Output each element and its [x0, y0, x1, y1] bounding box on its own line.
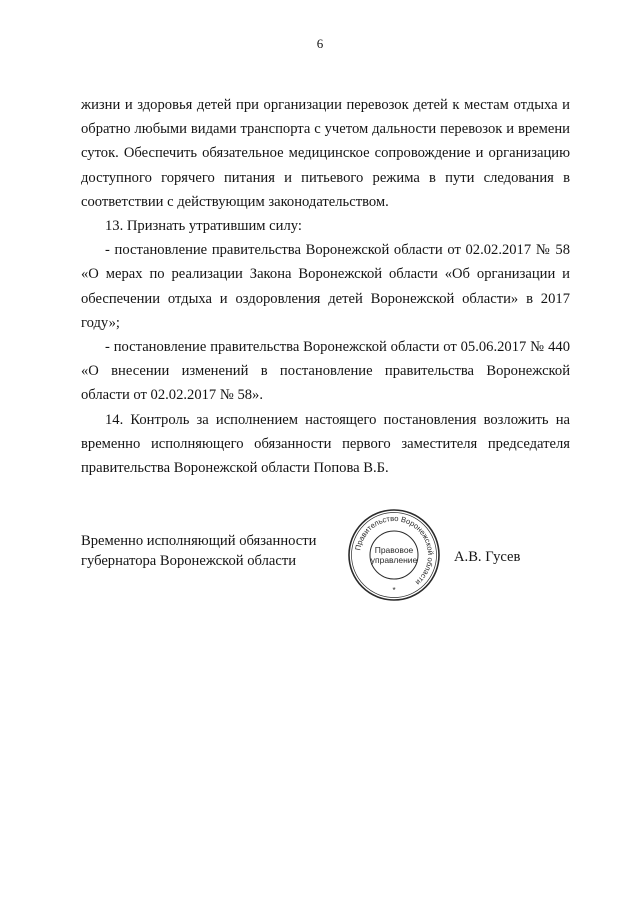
stamp-center-line1: Правовое	[374, 545, 414, 555]
page-number: 6	[316, 36, 324, 51]
paragraph-continuation: жизни и здоровья детей при организации перевозок детей к местам отдыха и обратно любыми видами транспорта с учетом дальности перевозок и времени суток. Обеспечить обязательное медицинское сопровождение и организацию доступного горячего питания и питьевого режима в пути следования в соответствии с действующим законодательством.	[81, 97, 570, 210]
stamp-center-line2: управление	[370, 555, 418, 565]
paragraph-repealed-decree-440: - постановление правительства Воронежской области от 05.06.2017 № 440 «О внесении изменений в постановление правительства Воронежской области от 02.02.2017 № 58».	[81, 339, 570, 404]
paragraph-repealed-decree-58: - постановление правительства Воронежской области от 02.02.2017 № 58 «О мерах по реализации Закона Воронежской области «Об организации и обеспечении отдыха и оздоровления детей Воронежской области» в 2017 году»;	[81, 242, 570, 331]
stamp-graphic	[346, 507, 442, 603]
signature-title-line1: Временно исполняющий обязанности	[81, 533, 317, 549]
stamp-star: *	[392, 586, 396, 595]
document-body	[81, 93, 570, 480]
legal-department-stamp	[346, 507, 442, 603]
signature-title	[81, 531, 316, 571]
signatory-name: А.В. Гусев	[454, 549, 521, 565]
paragraph-item-14: 14. Контроль за исполнением настоящего постановления возложить на временно исполняющего обязанности первого заместителя председателя правительства Воронежской области Попова В.Б.	[81, 411, 570, 477]
stamp-ring-textpath: Правительство Воронежской области	[353, 513, 436, 588]
signature-title-line2: губернатора Воронежской области	[81, 553, 297, 569]
paragraph-item-13: 13. Признать утратившим силу:	[105, 218, 302, 235]
